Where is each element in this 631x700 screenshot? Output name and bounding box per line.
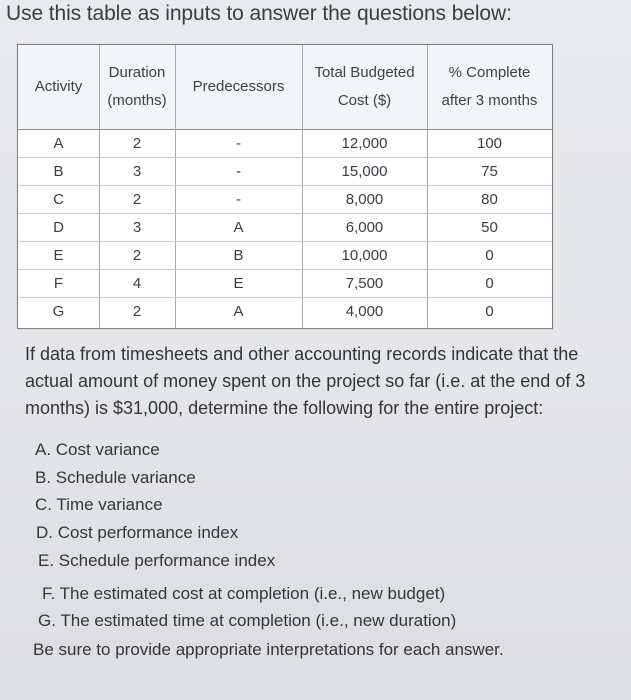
- cell-predecessor: -: [236, 135, 241, 152]
- project-table: [17, 44, 553, 329]
- header-activity: Activity: [34, 78, 83, 95]
- cell-cost: 4,000: [345, 303, 384, 320]
- question-item: C. Time variance: [35, 495, 163, 514]
- question-item: E. Schedule performance index: [38, 551, 276, 570]
- cell-complete: 100: [476, 135, 503, 152]
- cell-complete: 0: [485, 275, 494, 292]
- cell-duration: 2: [132, 135, 142, 152]
- cell-predecessor: E: [233, 275, 244, 292]
- cell-complete: 50: [481, 219, 498, 236]
- table-row: [18, 214, 552, 242]
- table-row: [18, 186, 552, 214]
- cell-activity: E: [53, 247, 64, 264]
- cell-complete: 0: [485, 303, 494, 320]
- header-complete: % Complete: [448, 64, 531, 81]
- cell-cost: 8,000: [345, 191, 384, 208]
- cell-predecessor: -: [236, 163, 241, 180]
- header-complete-sub: after 3 months: [441, 92, 538, 109]
- instructions-paragraph: [25, 341, 625, 422]
- cell-activity: B: [53, 163, 64, 180]
- cell-activity: C: [53, 191, 64, 208]
- header-cost: Total Budgeted: [314, 64, 415, 81]
- paragraph-line: If data from timesheets and other accounting records indicate that the: [25, 344, 579, 364]
- cell-duration: 2: [132, 247, 142, 264]
- cell-cost: 10,000: [341, 247, 388, 264]
- table-row: [18, 242, 552, 270]
- cell-predecessor: -: [236, 191, 241, 208]
- cell-cost: 7,500: [345, 275, 384, 292]
- header-duration-unit: (months): [107, 92, 167, 109]
- paragraph-line: months) is $31,000, determine the following for the entire project:: [25, 398, 544, 418]
- cell-activity: D: [53, 219, 64, 236]
- cell-duration: 4: [132, 275, 142, 292]
- header-cost-unit: Cost ($): [337, 92, 392, 109]
- cell-duration: 2: [132, 303, 142, 320]
- cell-cost: 12,000: [341, 135, 388, 152]
- question-item: B. Schedule variance: [35, 468, 196, 487]
- cell-cost: 6,000: [345, 219, 384, 236]
- paragraph-line: actual amount of money spent on the project so far (i.e. at the end of 3: [25, 371, 586, 391]
- page-heading: Use this table as inputs to answer the questions below:: [6, 2, 512, 25]
- cell-predecessor: B: [233, 247, 244, 264]
- cell-activity: A: [53, 135, 64, 152]
- cell-predecessor: A: [233, 303, 244, 320]
- table-row: [18, 130, 552, 158]
- question-item: F. The estimated cost at completion (i.e., new budget): [42, 584, 446, 603]
- table-row: [18, 298, 552, 326]
- table-row: [18, 158, 552, 186]
- cell-complete: 0: [485, 247, 494, 264]
- cell-duration: 3: [132, 163, 142, 180]
- table-row: [18, 270, 552, 298]
- cell-complete: 75: [481, 163, 498, 180]
- question-item: D. Cost performance index: [36, 523, 239, 542]
- cell-complete: 80: [481, 191, 498, 208]
- cell-duration: 2: [132, 191, 142, 208]
- header-predecessors: Predecessors: [192, 78, 285, 95]
- cell-duration: 3: [132, 219, 142, 236]
- header-duration: Duration: [108, 64, 166, 81]
- cell-activity: F: [53, 275, 64, 292]
- question-item: G. The estimated time at completion (i.e., new duration): [38, 611, 457, 630]
- cell-predecessor: A: [233, 219, 244, 236]
- question-item: A. Cost variance: [35, 440, 160, 459]
- cell-cost: 15,000: [341, 163, 388, 180]
- footer-note: Be sure to provide appropriate interpretations for each answer.: [33, 640, 504, 659]
- cell-activity: G: [52, 303, 65, 320]
